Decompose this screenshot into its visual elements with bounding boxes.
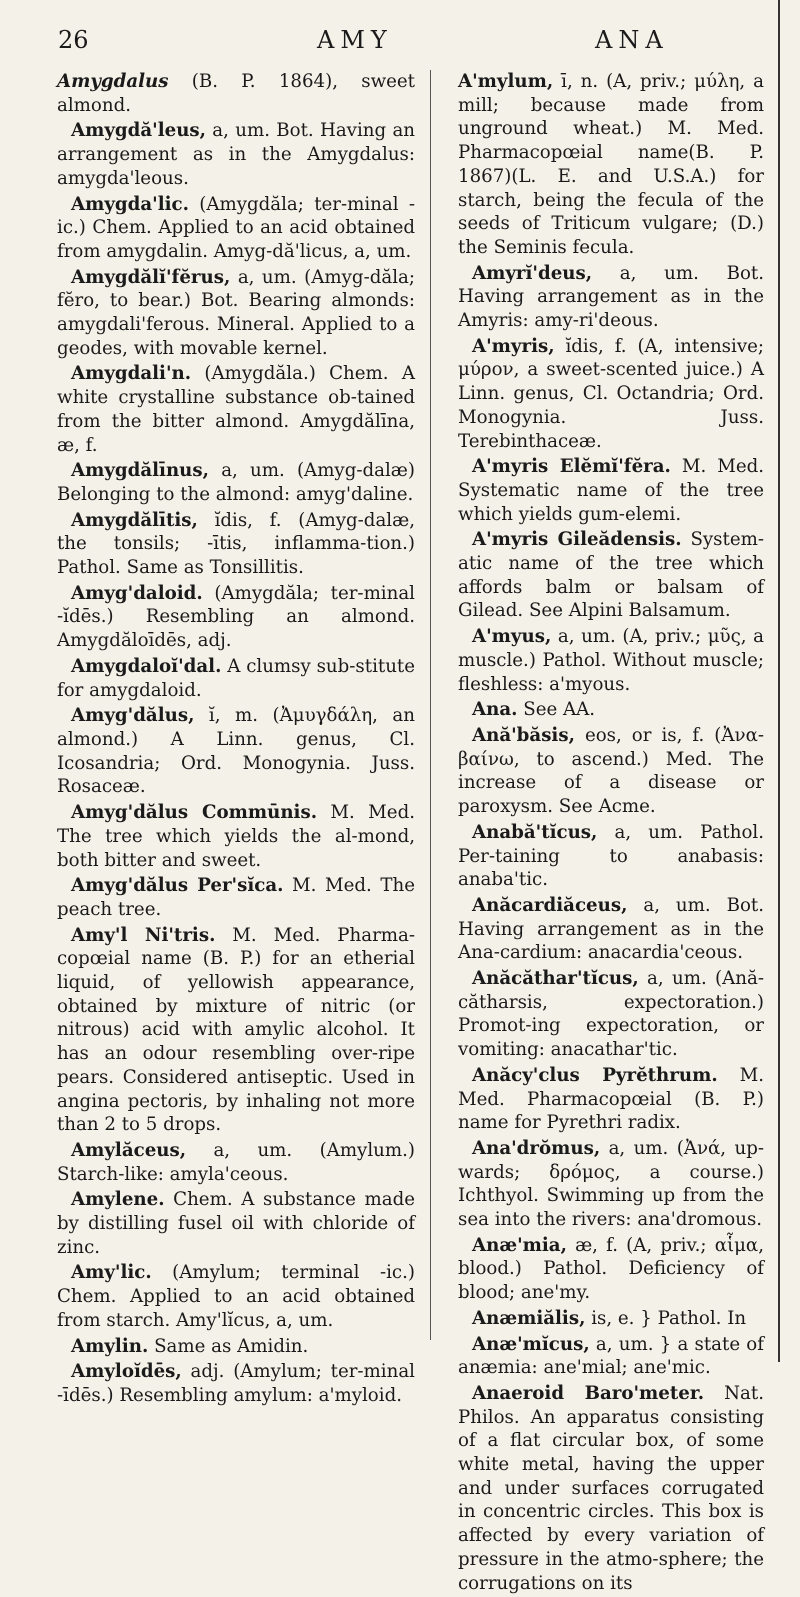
entry-headword: Amyg'dălus Commūnis. [71,802,318,824]
left-column [57,70,415,1410]
page-number: 26 [58,26,89,54]
entry-definition: a, um. (Ἀνά, up-wards; δρόμος, a course.) Ichthyol. Swimming up from the sea into the rivers: ana'dromous. [458,1137,764,1231]
entry-definition: Nat. Philos. An apparatus consisting of a flat circular box, of some white metal, having the upper and under surfaces corrugated in concentric circles. This box is affected by every variation of pressure in the atmo-sphere; the corrugations on its [458,1382,764,1594]
entry-headword: Amygdaloĭ'dal. [71,655,222,677]
entry-definition: a, um. Bot. Having arrangement as in the Amyris: amy-ri'deous. [458,262,764,332]
dictionary-entry [57,874,415,921]
dictionary-entry [458,821,764,892]
column-divider [430,70,431,1340]
dictionary-entry [458,1234,764,1305]
entry-headword: Amygdă'leus, [71,120,206,142]
entry-definition: a, um. } a state of anæmia: ane'mial; ane'mic. [458,1333,764,1379]
entry-definition: ī, n. (A, priv.; μύλη, a mill; because made from unground wheat.) M. Med. Pharmacopœial name(B. P. 1867)(L. E. and U.S.A.) for starch, being the fecula of the seeds of Triticum vulgare; (D.) the Seminis fecula. [458,71,764,258]
dictionary-entry [458,625,764,696]
entry-headword: Anæ'mia, [472,1234,567,1256]
entry-headword: Anæ'mĭcus, [472,1333,590,1355]
entry-definition: Chem. A substance made by distilling fusel oil with chloride of zinc. [57,1189,415,1258]
dictionary-entry [57,266,415,361]
entry-headword: Amygdali'n. [71,363,192,385]
entry-definition: M. Med. The tree which yields the al-mond, both bitter and sweet. [57,802,415,871]
dictionary-entry [458,528,764,623]
dictionary-entry [57,509,415,580]
entry-definition: æ, f. (A, priv.; αἷμα, blood.) Pathol. Deficiency of blood; ane'my. [458,1234,764,1304]
entry-definition: a, um. (Ană-cătharsis, expectoration.) Promot-ing expectoration, or vomiting: anacathar'tic. [458,968,764,1061]
entry-headword: Anăcăthar'tĭcus, [472,968,639,990]
entry-headword: Amy'lic. [71,1262,152,1284]
dictionary-entry [458,1382,764,1595]
dictionary-entry [458,1064,764,1135]
entry-headword: Amygdălīnus, [71,460,209,482]
entry-headword: Amylăceus, [71,1139,187,1161]
entry-headword: Anabă'tĭcus, [472,821,598,843]
entry-definition: a, um. (Amyg-dăla; fĕro, to bear.) Bot. Bearing almonds: amygdali'ferous. Mineral. Applied to a geodes, with movable kernel. [57,266,415,359]
dictionary-entry [458,894,764,965]
dictionary-entry [458,724,764,819]
entry-headword: Ana. [472,699,518,721]
page-edge-rule [778,0,780,1362]
entry-definition: System-atic name of the tree which affords balm or balsam of Gilead. See Alpini Balsamum. [458,529,764,622]
dictionary-entry [458,698,764,722]
dictionary-entry [57,1188,415,1259]
dictionary-entry [57,582,415,653]
entry-headword: Amyloĭdēs, [71,1361,182,1383]
entry-definition: a, um. Bot. Having arrangement as in the Ana-cardium: anacardia'ceous. [458,894,764,964]
dictionary-entry [458,967,764,1062]
entry-headword: Amyrĭ'deus, [472,262,593,284]
entry-definition: M. Med. Pharmacopœial (B. P.) name for Pyrethri radix. [458,1064,765,1134]
entry-definition: ĭ, m. (Ἀμυγδάλη, an almond.) A Linn. genus, Cl. Icosandria; Ord. Monogynia. Juss. Rosaceæ. [57,705,415,798]
entry-definition: adj. (Amylum; ter-minal -īdēs.) Resembling amylum: a'myloid. [57,1361,415,1406]
dictionary-entry [57,1335,415,1359]
entry-definition: See AA. [517,699,596,721]
entry-headword: Ana'drŏmus, [472,1137,601,1159]
entry-headword: Amygda'lic. [71,193,189,215]
dictionary-entry [57,704,415,799]
entry-definition: M. Med. Pharma-copœial name (B. P.) for an etherial liquid, of yellowish appearance, obtained by mixture of nitric (or nitrous) acid with amylic alcohol. It has an odour resembling over-ripe pears. Considered antiseptic. Used in angina pectoris, by inhaling not more than 2 to 5 drops. [57,924,415,1136]
dictionary-entry [57,119,415,190]
entry-headword: Amygdălītis, [71,509,198,531]
entry-headword: Amylene. [71,1189,165,1211]
entry-definition: ĭdis, f. (A, intensive; μύρον, a sweet-scented juice.) A Linn. genus, Cl. Octandria; Ord. Monogynia. Juss. Terebinthaceæ. [458,335,764,452]
entry-definition: (Amygdăla.) Chem. A white crystalline substance ob-tained from the bitter almond. Amygdălīna, æ, f. [57,363,415,456]
entry-headword: Anăcy'clus Pyrĕthrum. [472,1064,718,1086]
dictionary-entry [57,1360,415,1407]
entry-headword: Amyg'dălus Per'sĭca. [71,875,284,897]
entry-headword: Amyg'dălus, [71,705,195,727]
right-column [458,70,764,1597]
entry-definition: M. Med. The peach tree. [57,875,415,920]
entry-headword: Anæmiălis, [472,1307,586,1329]
entry-headword: Amyg'daloid. [71,582,203,604]
entry-headword: Anăcardiăceus, [472,894,628,916]
running-head-right: ANA [595,26,669,54]
dictionary-entry [57,459,415,506]
entry-definition: M. Med. Systematic name of the tree which yields gum-elemi. [458,456,765,525]
dictionary-entry [57,801,415,872]
entry-definition: a, um. (A, priv.; μῦς, a muscle.) Pathol. Without muscle; fleshless: a'myous. [458,626,764,695]
dictionary-entry [57,655,415,702]
dictionary-entry [458,1137,764,1232]
dictionary-entry [57,924,415,1137]
entry-definition: (Amylum; terminal -ic.) Chem. Applied to an acid obtained from starch. Amy'lĭcus, a, um. [57,1262,415,1331]
dictionary-entry [458,335,764,454]
dictionary-entry [57,193,415,264]
entry-headword: Ană'băsis, [472,724,575,746]
entry-definition: (B. P. 1864), sweet almond. [57,71,415,116]
dictionary-entry [57,70,415,117]
dictionary-entry [458,70,764,260]
dictionary-entry [458,1307,764,1331]
dictionary-entry [458,455,764,526]
entry-definition: a, um. Pathol. Per-taining to anabasis: anaba'tic. [458,821,764,891]
entry-headword: Anaeroid Baro'meter. [472,1382,705,1404]
entry-definition: eos, or is, f. (Ἀνα-βαίνω, to ascend.) Med. The increase of a disease or paroxysm. See Acme. [458,724,764,818]
entry-definition: a, um. (Amyg-dalæ) Belonging to the almond: amyg'daline. [57,460,415,505]
dictionary-entry [57,1261,415,1332]
entry-definition: is, e. } Pathol. In [585,1307,747,1329]
entry-definition: A clumsy sub-stitute for amygdaloid. [57,655,415,701]
dictionary-entry [458,1333,764,1380]
running-head-left: AMY [317,26,393,54]
entry-definition: (Amygdăla; ter-minal -ic.) Chem. Applied to an acid obtained from amygdalin. Amyg-dă'licus, a, um. [57,193,415,262]
entry-headword: Amy'l Ni'tris. [71,924,216,946]
entry-headword: A'myris Gileădensis. [472,529,682,551]
entry-definition: a, um. (Amylum.) Starch-like: amyla'ceous. [57,1139,415,1185]
entry-definition: Same as Amidin. [148,1335,309,1357]
page-header [0,26,800,66]
entry-definition: a, um. Bot. Having an arrangement as in the Amygdalus: amygda'leous. [57,120,415,189]
entry-headword: A'myus, [472,626,552,648]
entry-headword: A'myris Elĕmĭ'fĕra. [472,456,671,478]
dictionary-entry [57,362,415,457]
entry-headword: Amygdălĭ'fĕrus, [71,266,231,288]
dictionary-entry [57,1139,415,1186]
entry-headword: Amygdalus [57,71,169,92]
entry-definition: ĭdis, f. (Amyg-dalæ, the tonsils; -ītis, inflamma-tion.) Pathol. Same as Tonsillitis. [57,509,415,579]
entry-headword: Amylin. [71,1335,149,1357]
dictionary-entry [458,262,764,333]
entry-definition: (Amygdăla; ter-minal -ĭdēs.) Resembling an almond. Amygdăloīdēs, adj. [57,582,415,652]
entry-headword: A'myris, [472,335,555,357]
entry-headword: A'mylum, [458,71,554,92]
